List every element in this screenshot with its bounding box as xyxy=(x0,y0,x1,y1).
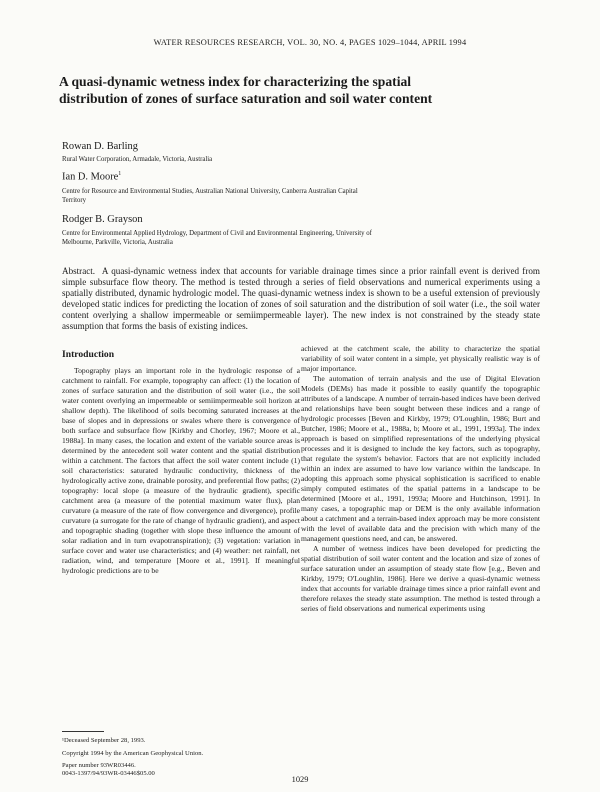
author-affiliation: Rural Water Corporation, Armadale, Victoria, Australia xyxy=(62,156,213,163)
abstract xyxy=(62,266,540,333)
paper-number: Paper number 93WR03446. xyxy=(62,762,136,769)
paragraph: A number of wetness indices have been developed for predicting the spatial distribution of soil water content and the location and size of zones of surface saturation under an assumption of steady state flow [e.g., Beven and Kirkby, 1979; O'Loughlin, 1986]. Here we derive a quasi-dynamic wetness index that accounts for variable drainage times since a prior rainfall event and therefore relaxes the steady state assumption. The method is tested through a series of field observations and numerical experiments using xyxy=(301,544,540,614)
author-name xyxy=(62,171,121,182)
paragraph: achieved at the catchment scale, the ability to characterize the spatial variability of soil water content in a simple, yet physically realistic way is of major importance. xyxy=(301,344,540,374)
issn-code: 0043-1397/94/93WR-03446$05.00 xyxy=(62,770,155,777)
author-affiliation: Centre for Environmental Applied Hydrology, Department of Civil and Environmental Engineering, University of Melbourne, Parkville, Victoria, Australia xyxy=(62,230,372,246)
section-heading: Introduction xyxy=(62,349,115,360)
page-number: 1029 xyxy=(291,775,309,784)
footnote-divider xyxy=(62,731,104,732)
footnote: ¹Deceased September 28, 1993. xyxy=(62,737,146,744)
journal-header: WATER RESOURCES RESEARCH, VOL. 30, NO. 4, PAGES 1029–1044, APRIL 1994 xyxy=(153,38,467,47)
left-column xyxy=(62,366,300,576)
author-name: Rodger B. Grayson xyxy=(62,214,143,225)
author-name: Rowan D. Barling xyxy=(62,141,138,152)
abstract-label: Abstract. xyxy=(62,266,96,276)
paper-title: A quasi-dynamic wetness index for characterizing the spatial distribution of zones of surface saturation and soil water content xyxy=(59,74,433,106)
author-name-text: Ian D. Moore xyxy=(62,171,119,183)
copyright-notice: Copyright 1994 by the American Geophysical Union. xyxy=(62,750,204,757)
right-column xyxy=(301,344,540,614)
paragraph: Topography plays an important role in the hydrologic response of a catchment to rainfall. For example, topography can affect: (1) the location of zones of surface saturation and the distribution of soil water (i.e., the soil water content overlying an impermeable or semiimpermeable soil horizon at shallow depth). The likelihood of soils becoming saturated increases at the base of slopes and in depressions or swales where there is convergence of both surface and subsurface flow [Kirkby and Chorley, 1967; Moore et al., 1988a]. In many cases, the location and extent of the variable source areas is determined by the antecedent soil water content and the spatial distribution within a catchment. The factors that affect the soil water content include (1) soil characteristics: saturated hydraulic conductivity, thickness of the hydrologically active zone, drainable porosity, and preferential flow paths; (2) topography: local slope (a measure of the hydraulic gradient), specific catchment area (a measure of the potential maximum water flux), plan curvature (a measure of the rate of flow convergence and divergence), profile curvature (a surrogate for the rate of change of hydraulic gradient), and aspect and topographic shading (together with slope these influence the amount of solar radiation and in turn evapotranspiration); (3) vegetation: variation in surface cover and water use characteristics; and (4) weather: net rainfall, net radiation, wind, and temperature [Moore et al., 1991]. If meaningful hydrologic predictions are to be xyxy=(62,366,300,576)
paragraph: The automation of terrain analysis and the use of Digital Elevation Models (DEMs) has made it possible to easily quantify the topographic attributes of a landscape. A number of terrain-based indices have been derived and relationships have been sought between these indices and a range of hydrologic processes [Beven and Kirkby, 1979; O'Loughlin, 1986; Burt and Butcher, 1986; Moore et al., 1988a, b; Moore et al., 1991, 1993a]. The index approach is based on simplified representations of the underlying physical processes and it is designed to include the key factors, such as topography, that regulate the system's behavior. Factors that are not explicitly included within an index are assumed to have low variance within the landscape. In adopting this approach some physical sophistication is sacrificed to enable simply computed estimates of the spatial patterns in a landscape to be determined [Moore et al., 1991, 1993a; Moore and Hutchinson, 1991]. In many cases, a topographic map or DEM is the only available information about a catchment and a terrain-based index approach may be more consistent with the level of available data and the precision with which many of the management questions need, and can, be answered. xyxy=(301,374,540,544)
abstract-text: A quasi-dynamic wetness index that accounts for variable drainage times since a prior rainfall event is derived from simple subsurface flow theory. The method is tested through a series of field observations and numerical experiments using a spatially distributed, dynamic hydrologic model. The quasi-dynamic wetness index is shown to be a useful extension of previously developed static indices for predicting the location of zones of soil saturation and the distribution of soil water (i.e., the soil water content overlying a shallow impermeable or semiimpermeable layer). The new index is not constrained by the steady state assumption that forms the basis of existing indices. xyxy=(62,266,540,332)
author-affiliation: Centre for Resource and Environmental Studies, Australian National University, Canberra Australian Capital Territory xyxy=(62,188,358,204)
deceased-footnote-marker: 1 xyxy=(118,171,122,177)
